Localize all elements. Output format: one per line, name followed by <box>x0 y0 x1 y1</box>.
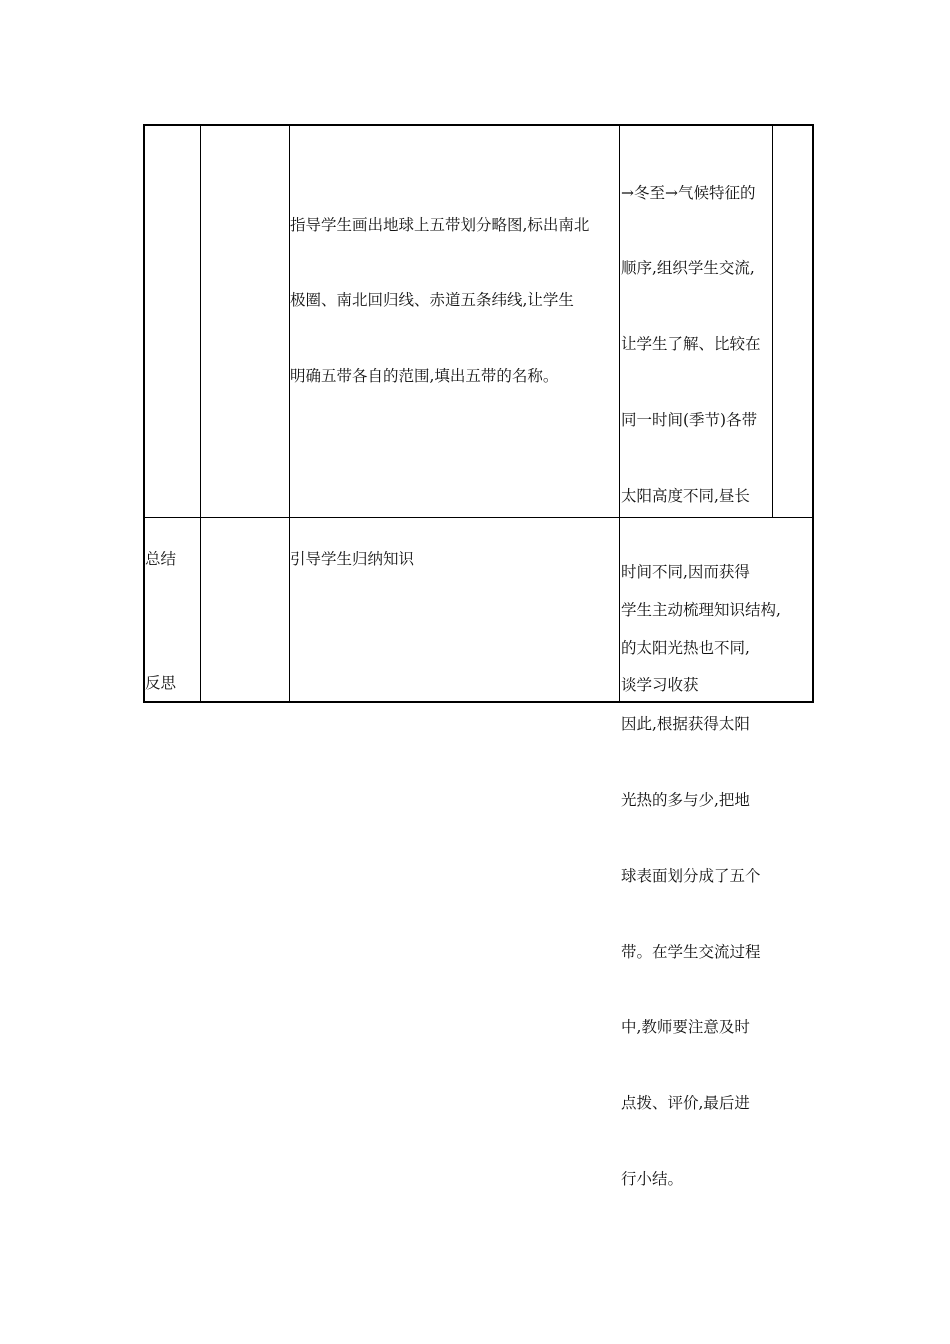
text-line: 极圈、南北回归线、赤道五条纬线,让学生 <box>290 291 574 310</box>
text-line: 谈学习收获 <box>621 676 699 695</box>
table-right-border <box>812 124 814 703</box>
table-top-border <box>143 124 814 126</box>
text-line: 太阳高度不同,昼长 <box>621 487 750 506</box>
text-line: 点拨、评价,最后进 <box>621 1094 750 1113</box>
text-line: 中,教师要注意及时 <box>621 1018 750 1037</box>
text-line: 的太阳光热也不同, <box>621 638 750 657</box>
text-line: 同一时间(季节)各带 <box>621 411 758 430</box>
text-line: 球表面划分成了五个 <box>621 866 761 885</box>
stage-label-reflection: 反思 <box>145 674 177 692</box>
stage-label-summary: 总结 <box>145 550 177 568</box>
row2-teacher-activity: 引导学生归纳知识 <box>290 550 415 568</box>
text-line: 顺序,组织学生交流, <box>621 259 755 278</box>
row1-teacher-activity <box>290 162 620 440</box>
text-line: 学生主动梳理知识结构, <box>621 600 781 619</box>
text-line: 带。在学生交流过程 <box>621 942 761 961</box>
text-line: →冬至→气候特征的 <box>621 183 756 202</box>
text-line: 行小结。 <box>621 1170 684 1189</box>
text-line: 因此,根据获得太阳 <box>621 714 750 733</box>
row2-student-activity <box>621 547 781 749</box>
text-line: 让学生了解、比较在 <box>621 335 761 354</box>
column-divider-1 <box>200 124 201 703</box>
text-line: 明确五带各自的范围,填出五带的名称。 <box>290 367 559 386</box>
text-line: 指导学生画出地球上五带划分略图,标出南北 <box>290 215 590 234</box>
text-line: 时间不同,因而获得 <box>621 563 750 582</box>
table-left-border <box>143 124 145 703</box>
text-line: 光热的多与少,把地 <box>621 790 750 809</box>
